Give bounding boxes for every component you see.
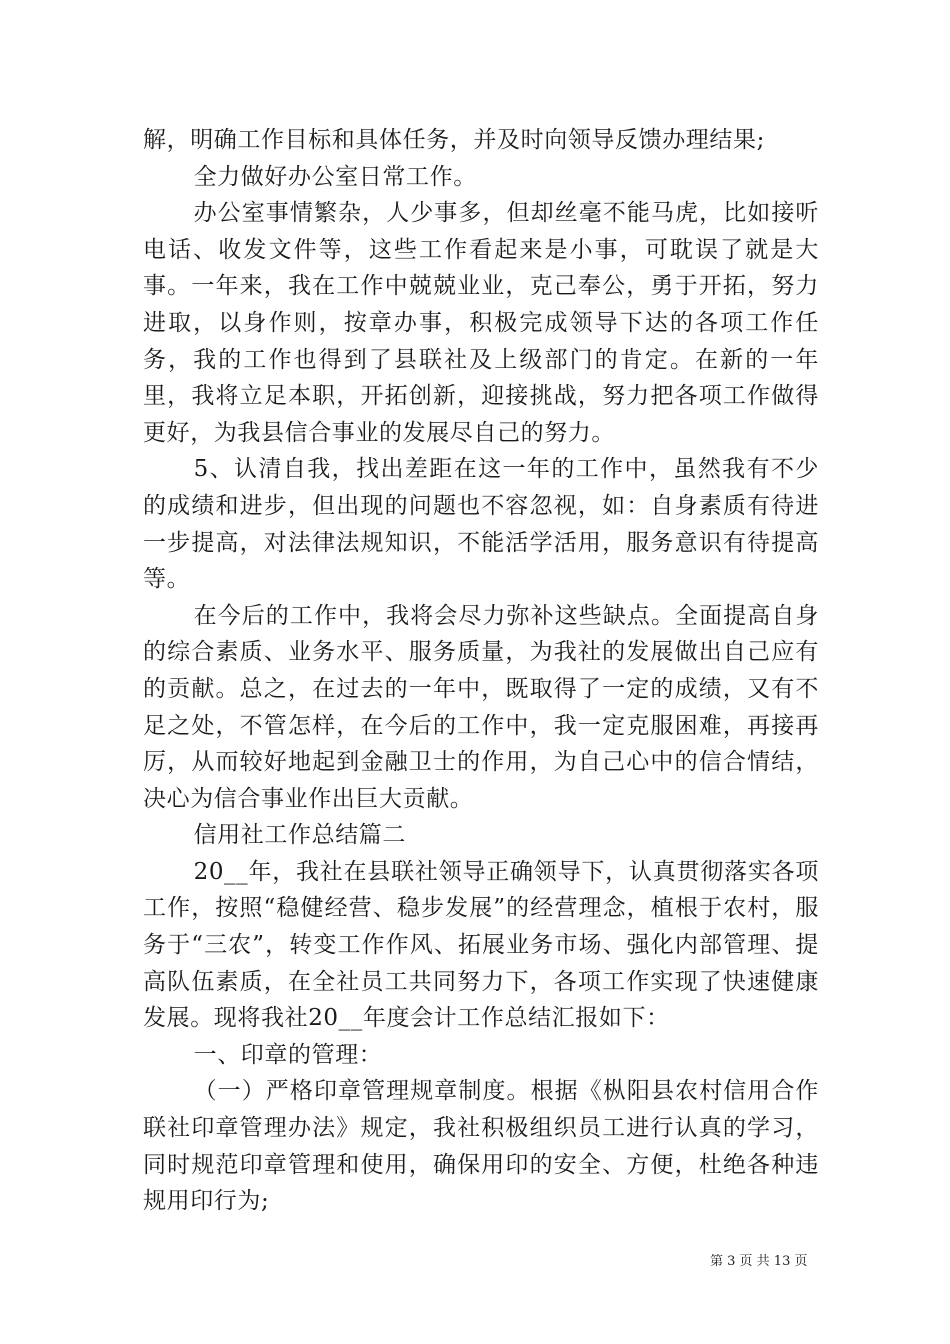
paragraph-seal-rules: （一）严格印章管理规章制度。根据《枞阳县农村信用合作联社印章管理办法》规定，我社积极组织员工进行认真的学习，同时规范印章管理和使用，确保用印的安全、方便，杜绝各种违规用印行为; (143, 1078, 819, 1215)
paragraph-office-details: 办公室事情繁杂，人少事多，但却丝毫不能马虎，比如接听电话、收发文件等，这些工作看起来是小事，可耽误了就是大事。一年来，我在工作中兢兢业业，克己奉公，勇于开拓，努力进取，以身作则，按章办事，积极完成领导下达的各项工作任务，我的工作也得到了县联社及上级部门的肯定。在新的一年里，我将立足本职，开拓创新，迎接挑战，努力把各项工作做得更好，为我县信合事业的发展尽自己的努力。 (143, 200, 819, 446)
page-number-footer: 第 3 页 共 13 页 (710, 1254, 808, 1269)
paragraph-continuation: 解，明确工作目标和具体任务，并及时向领导反馈办理结果; (143, 127, 765, 153)
paragraph-office-work: 全力做好办公室日常工作。 (193, 163, 477, 190)
paragraph-annual-overview: 20__年，我社在县联社领导正确领导下，认真贯彻落实各项工作，按照“稳健经营、稳步发展”的经营理念，植根于农村，服务于“三农”，转变工作作风、拓展业务市场、强化内部管理、提高队伍素质，在全社员工共同努力下，各项工作实现了快速健康发展。现将我社20__年度会计工作总结汇报如下： (143, 858, 819, 1032)
paragraph-self-assessment: 5、认清自我，找出差距在这一年的工作中，虽然我有不少的成绩和进步，但出现的问题也不容忽视，如：自身素质有待进一步提高，对法律法规知识，不能活学活用，服务意识有待提高等。 (143, 456, 819, 593)
paragraph-future-work: 在今后的工作中，我将会尽力弥补这些缺点。全面提高自身的综合素质、业务水平、服务质量，为我社的发展做出自己应有的贡献。总之，在过去的一年中，既取得了一定的成绩，又有不足之处，不管怎样，在今后的工作中，我一定克服困难，再接再厉，从而较好地起到金融卫士的作用，为自己心中的信合情结，决心为信合事业作出巨大贡献。 (143, 602, 819, 812)
section-heading-seal-management: 一、印章的管理： (193, 1041, 383, 1068)
section-title-part-two: 信用社工作总结篇二 (193, 822, 406, 849)
document-body (143, 122, 819, 1220)
